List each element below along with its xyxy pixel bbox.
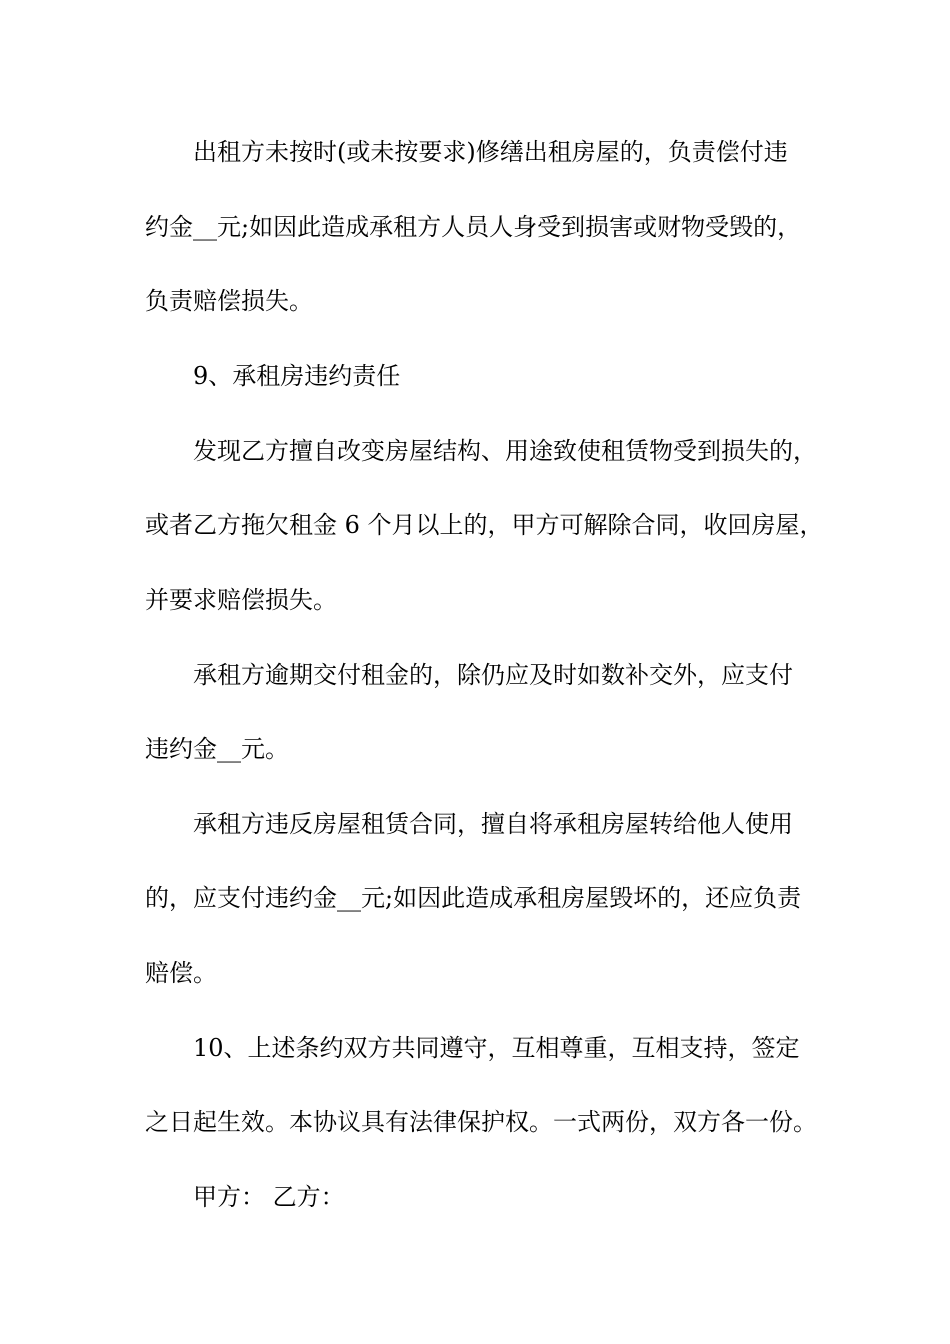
paragraph-line: 赔偿。 xyxy=(145,959,217,987)
paragraph-line: 发现乙方擅自改变房屋结构、用途致使租赁物受到损失的， xyxy=(193,437,817,465)
paragraph-line: 承租方逾期交付租金的，除仍应及时如数补交外，应支付 xyxy=(193,661,793,689)
paragraph-line: 出租方未按时(或未按要求)修缮出租房屋的，负责偿付违 xyxy=(193,138,788,166)
paragraph-line: 约金__元;如因此造成承租方人员人身受到损害或财物受毁的， xyxy=(145,213,802,241)
paragraph-line: 或者乙方拖欠租金 6 个月以上的，甲方可解除合同，收回房屋， xyxy=(145,511,824,539)
paragraph-line: 的，应支付违约金__元;如因此造成承租房屋毁坏的，还应负责 xyxy=(145,884,802,912)
paragraph-line: 违约金__元。 xyxy=(145,735,289,763)
paragraph-line: 承租方违反房屋租赁合同，擅自将承租房屋转给他人使用 xyxy=(193,810,793,838)
paragraph-line: 之日起生效。本协议具有法律保护权。一式两份，双方各一份。 xyxy=(145,1108,817,1136)
paragraph-line: 并要求赔偿损失。 xyxy=(145,586,337,614)
paragraph-line: 负责赔偿损失。 xyxy=(145,287,313,315)
section-heading: 9、承租房违约责任 xyxy=(193,362,401,390)
paragraph-line: 10、上述条约双方共同遵守，互相尊重，互相支持，签定 xyxy=(193,1034,800,1062)
signature-line: 甲方： 乙方： xyxy=(193,1183,345,1211)
